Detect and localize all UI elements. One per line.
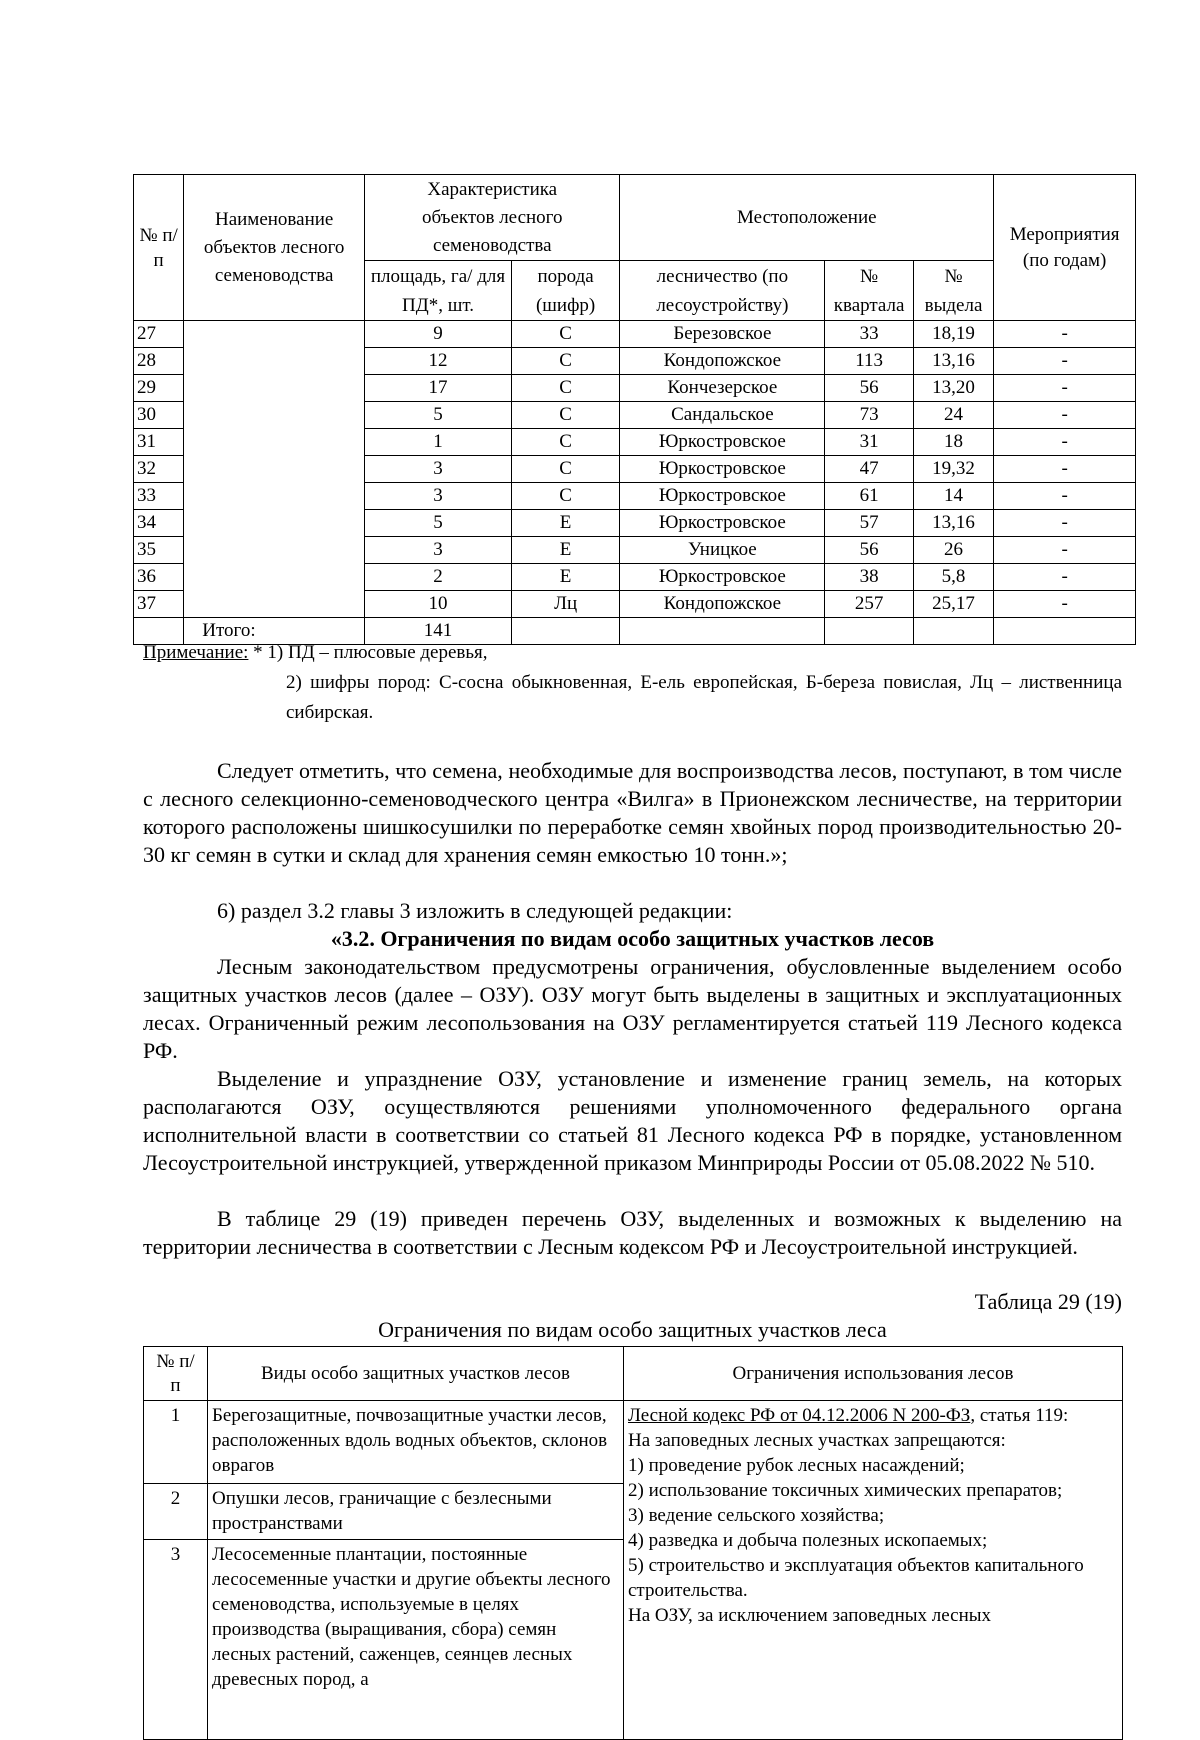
limits-line: 2) использование токсичных химических препаратов; <box>628 1480 1063 1501</box>
row-num: 37 <box>134 591 184 618</box>
col-header-name: Наименование объектов лесного семеноводства <box>184 175 365 321</box>
row-kvartal: 257 <box>825 591 913 618</box>
row-kvartal: 56 <box>825 537 913 564</box>
row-breed: С <box>511 402 620 429</box>
row-area: 5 <box>365 402 512 429</box>
law-reference-tail: , статья 119: <box>970 1405 1069 1426</box>
row-area: 10 <box>365 591 512 618</box>
row-forestry: Уницкое <box>620 537 825 564</box>
col-header-num: № п/п <box>134 175 184 321</box>
row-kvartal: 38 <box>825 564 913 591</box>
row-breed: С <box>511 321 620 348</box>
col-header-limits: Ограничения использования лесов <box>624 1347 1123 1401</box>
row-breed: Е <box>511 564 620 591</box>
row-measures: - <box>994 402 1136 429</box>
row-area: 12 <box>365 348 512 375</box>
row-vydel: 25,17 <box>913 591 993 618</box>
table-row <box>144 1401 1123 1484</box>
row-num: 36 <box>134 564 184 591</box>
paragraph-text: Выделение и упразднение ОЗУ, установление и изменение границ земель, на которых располагаются ОЗУ, осуществляются решениями уполномоченного федерального органа исполнительной власти в соответствии со статьей 81 Лесного кодекса РФ в порядке, установленном Лесоустроительной инструкцией, утвержденной приказом Минприроды России от 05.08.2022 № 510. <box>143 1066 1122 1175</box>
row-measures: - <box>994 564 1136 591</box>
row-kvartal: 56 <box>825 375 913 402</box>
row-area: 3 <box>365 537 512 564</box>
row-vydel: 18 <box>913 429 993 456</box>
note-line-1 <box>143 638 488 668</box>
row-breed: С <box>511 348 620 375</box>
row-forestry: Кондопожское <box>620 591 825 618</box>
row-breed: С <box>511 483 620 510</box>
row-kind: Опушки лесов, граничащие с безлесными пространствами <box>208 1484 624 1540</box>
row-num: 1 <box>144 1401 208 1484</box>
col-header-measures: Мероприятия (по годам) <box>994 175 1136 321</box>
row-kvartal: 31 <box>825 429 913 456</box>
row-area: 1 <box>365 429 512 456</box>
total-empty <box>620 618 825 645</box>
paragraph-text: Лесным законодательством предусмотрены ограничения, обусловленные выделением особо защитных участков лесов (далее – ОЗУ). ОЗУ могут быть выделены в защитных и эксплуатационных лесах. Ограниченный режим лесопользования на ОЗУ регламентируется статьей 119 Лесного кодекса РФ. <box>143 954 1122 1063</box>
section-heading: «3.2. Ограничения по видам особо защитных участков лесов <box>330 926 935 951</box>
row-num: 30 <box>134 402 184 429</box>
note-line-2: 2) шифры пород: С-сосна обыкновенная, Е-ель европейская, Б-береза повислая, Лц – лиственница сибирская. <box>286 672 1122 723</box>
row-kvartal: 61 <box>825 483 913 510</box>
row-num: 34 <box>134 510 184 537</box>
limits-line: На ОЗУ, за исключением заповедных лесных <box>628 1605 992 1626</box>
row-num: 27 <box>134 321 184 348</box>
law-reference-link[interactable]: Лесной кодекс РФ от 04.12.2006 N 200-ФЗ <box>628 1405 971 1426</box>
row-vydel: 26 <box>913 537 993 564</box>
row-area: 2 <box>365 564 512 591</box>
row-forestry: Кондопожское <box>620 348 825 375</box>
ozu-restrictions-table <box>143 1346 1123 1740</box>
limits-line: 1) проведение рубок лесных насаждений; <box>628 1455 965 1476</box>
paragraph-text: 6) раздел 3.2 главы 3 изложить в следующей редакции: <box>217 898 733 923</box>
row-kind: Берегозащитные, почвозащитные участки лесов, расположенных вдоль водных объектов, склонов оврагов <box>208 1401 624 1484</box>
row-measures: - <box>994 321 1136 348</box>
paragraph-legislation <box>143 953 1122 1065</box>
row-vydel: 18,19 <box>913 321 993 348</box>
row-breed: Е <box>511 537 620 564</box>
row-num: 32 <box>134 456 184 483</box>
row-measures: - <box>994 537 1136 564</box>
row-num: 3 <box>144 1540 208 1740</box>
row-kind: Лесосеменные плантации, постоянные лесосеменные участки и другие объекты лесного семеноводства, используемые в целях производства (выращивания, сбора) семян лесных растений, саженцев, сеянцев лесных древесных пород, а <box>208 1540 624 1740</box>
total-empty <box>825 618 913 645</box>
row-measures: - <box>994 591 1136 618</box>
row-breed: Е <box>511 510 620 537</box>
row-area: 5 <box>365 510 512 537</box>
row-forestry: Сандальское <box>620 402 825 429</box>
total-empty <box>913 618 993 645</box>
row-num: 31 <box>134 429 184 456</box>
row-kvartal: 47 <box>825 456 913 483</box>
table-number: Таблица 29 (19) <box>974 1289 1122 1314</box>
limits-line: 4) разведка и добыча полезных ископаемых; <box>628 1530 988 1551</box>
col-header-vydel: № выдела <box>913 261 993 321</box>
paragraph-text: В таблице 29 (19) приведен перечень ОЗУ, выделенных и возможных к выделению на территории лесничества в соответствии с Лесным кодексом РФ и Лесоустроительной инструкцией. <box>143 1206 1122 1259</box>
row-measures: - <box>994 348 1136 375</box>
total-value: 141 <box>365 618 512 645</box>
note-text-1: * 1) ПД – плюсовые деревья, <box>248 642 488 663</box>
col-header-characteristics: Характеристика объектов лесного семеноводства <box>365 175 620 261</box>
row-kvartal: 33 <box>825 321 913 348</box>
row-vydel: 19,32 <box>913 456 993 483</box>
row-kvartal: 73 <box>825 402 913 429</box>
row-limits <box>624 1401 1123 1740</box>
row-measures: - <box>994 510 1136 537</box>
total-empty <box>994 618 1136 645</box>
row-num: 33 <box>134 483 184 510</box>
row-vydel: 24 <box>913 402 993 429</box>
row-forestry: Березовское <box>620 321 825 348</box>
row-forestry: Юркостровское <box>620 483 825 510</box>
row-num: 28 <box>134 348 184 375</box>
row-num: 29 <box>134 375 184 402</box>
row-area: 3 <box>365 456 512 483</box>
row-vydel: 13,16 <box>913 348 993 375</box>
limits-line: 3) ведение сельского хозяйства; <box>628 1505 885 1526</box>
row-measures: - <box>994 429 1136 456</box>
col-header-forestry: лесничество (по лесоустройству) <box>620 261 825 321</box>
table-title: Ограничения по видам особо защитных участков леса <box>378 1317 887 1342</box>
paragraph-table-ref <box>143 1205 1122 1261</box>
row-breed: С <box>511 375 620 402</box>
row-forestry: Юркостровское <box>620 456 825 483</box>
total-empty <box>511 618 620 645</box>
col-header-area: площадь, га/ для ПД*, шт. <box>365 261 512 321</box>
note-label: Примечание: <box>143 642 249 663</box>
row-vydel: 14 <box>913 483 993 510</box>
row-area: 3 <box>365 483 512 510</box>
limits-line: 5) строительство и эксплуатация объектов капитального строительства. <box>628 1555 1084 1601</box>
limits-line: На заповедных лесных участках запрещаются: <box>628 1430 1006 1451</box>
row-measures: - <box>994 456 1136 483</box>
row-vydel: 13,20 <box>913 375 993 402</box>
col-header-breed: порода (шифр) <box>511 261 620 321</box>
col-header-kinds: Виды особо защитных участков лесов <box>208 1347 624 1401</box>
seed-objects-table <box>133 174 1136 645</box>
row-area: 17 <box>365 375 512 402</box>
paragraph-text: Следует отметить, что семена, необходимые для воспроизводства лесов, поступают, в том числе с лесного селекционно-семеноводческого центра «Вилга» в Прионежском лесничестве, на территории которого расположены шишкосушилки по переработке семян хвойных пород производительностью 20-30 кг семян в сутки и склад для хранения семян емкостью 10 тонн.»; <box>143 758 1122 867</box>
row-area: 9 <box>365 321 512 348</box>
row-kvartal: 113 <box>825 348 913 375</box>
row-vydel: 5,8 <box>913 564 993 591</box>
row-breed: Лц <box>511 591 620 618</box>
row-breed: С <box>511 429 620 456</box>
row-kvartal: 57 <box>825 510 913 537</box>
col-header-location: Местоположение <box>620 175 994 261</box>
row-num: 2 <box>144 1484 208 1540</box>
row-forestry: Юркостровское <box>620 510 825 537</box>
row-measures: - <box>994 375 1136 402</box>
row-vydel: 13,16 <box>913 510 993 537</box>
col-header-num: № п/п <box>144 1347 208 1401</box>
paragraph-section-change <box>143 897 1122 925</box>
row-num: 35 <box>134 537 184 564</box>
total-label: Итого: <box>184 618 365 645</box>
row-measures: - <box>994 483 1136 510</box>
paragraph-ozu <box>143 1065 1122 1177</box>
row-forestry: Кончезерское <box>620 375 825 402</box>
paragraph-seeds <box>143 757 1122 869</box>
col-header-kvartal: № квартала <box>825 261 913 321</box>
row-name-merged <box>184 321 365 618</box>
table-row <box>134 321 1136 348</box>
row-forestry: Юркостровское <box>620 564 825 591</box>
row-breed: С <box>511 456 620 483</box>
row-forestry: Юркостровское <box>620 429 825 456</box>
